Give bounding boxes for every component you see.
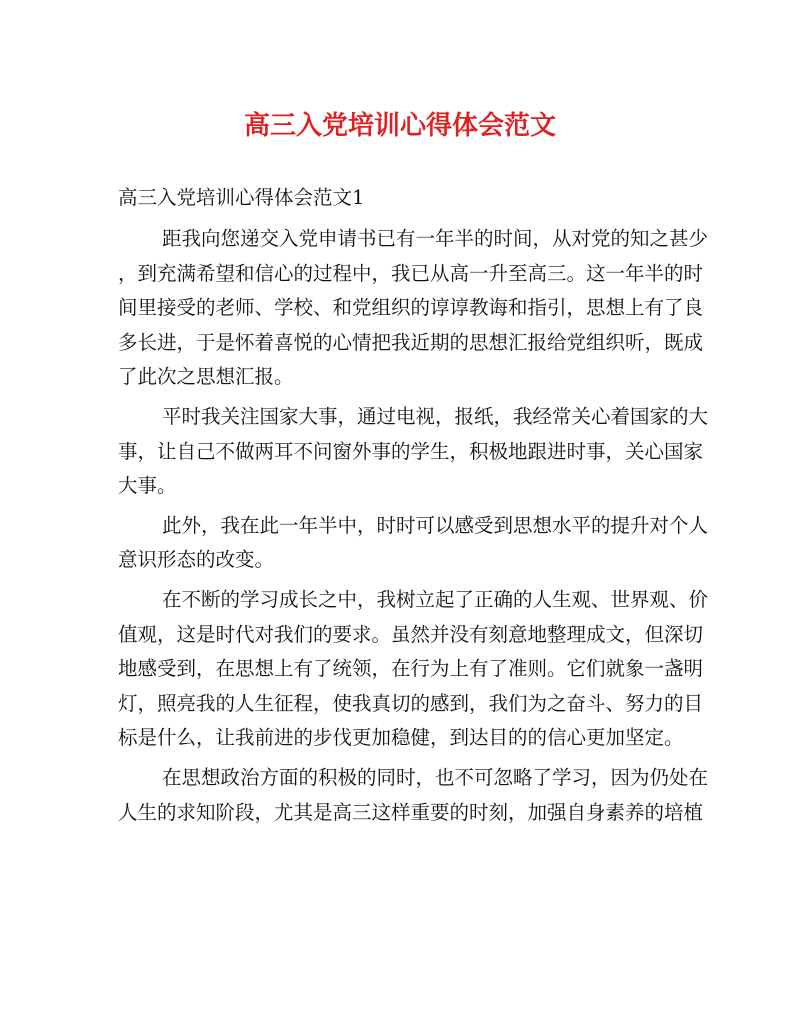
text-line: 多长进，于是怀着喜悦的心情把我近期的思想汇报给党组织听，既成 xyxy=(118,330,704,354)
text-line: 距我向您递交入党申请书已有一年半的时间，从对党的知之甚少 xyxy=(162,227,709,250)
paragraph-3 xyxy=(118,509,709,578)
text-line: 值观，这是时代对我们的要求。虽然并没有刻意地整理成文，但深切 xyxy=(118,622,704,646)
text-line: 标是什么，让我前进的步伐更加稳健，到达目的的信心更加坚定。 xyxy=(118,726,684,750)
text-line: 地感受到，在思想上有了统领，在行为上有了准则。它们就象一盏明 xyxy=(118,657,704,681)
paragraph-2 xyxy=(118,400,709,504)
text-line: ，到充满希望和信心的过程中，我已从高一升至高三。这一年半的时 xyxy=(118,261,704,285)
text-line: 间里接受的老师、学校、和党组织的谆谆教诲和指引，思想上有了良 xyxy=(118,296,704,320)
document-body xyxy=(118,222,709,830)
section-heading: 高三入党培训心得体会范文1 xyxy=(118,186,365,209)
text-line: 意识形态的改变。 xyxy=(118,548,275,572)
text-line: 大事。 xyxy=(118,474,177,498)
text-line: 了此次之思想汇报。 xyxy=(118,365,294,389)
paragraph-4 xyxy=(118,583,709,756)
text-line: 平时我关注国家大事，通过电视，报纸，我经常关心着国家的大 xyxy=(162,404,709,428)
text-line: 人生的求知阶段，尤其是高三这样重要的时刻，加强自身素养的培植 xyxy=(118,800,704,824)
paragraph-1 xyxy=(118,222,709,395)
text-line: 灯，照亮我的人生征程，使我真切的感到，我们为之奋斗、努力的目 xyxy=(118,691,704,715)
paragraph-5 xyxy=(118,761,709,830)
document-title: 高三入党培训心得体会范文 xyxy=(243,111,556,141)
text-line: 在思想政治方面的积极的同时，也不可忽略了学习，因为仍处在 xyxy=(162,765,709,789)
text-line: 此外，我在此一年半中，时时可以感受到思想水平的提升对个人 xyxy=(162,513,709,537)
text-line: 在不断的学习成长之中，我树立起了正确的人生观、世界观、价 xyxy=(162,587,709,611)
text-line: 事，让自己不做两耳不问窗外事的学生，积极地跟进时事，关心国家 xyxy=(118,439,704,463)
